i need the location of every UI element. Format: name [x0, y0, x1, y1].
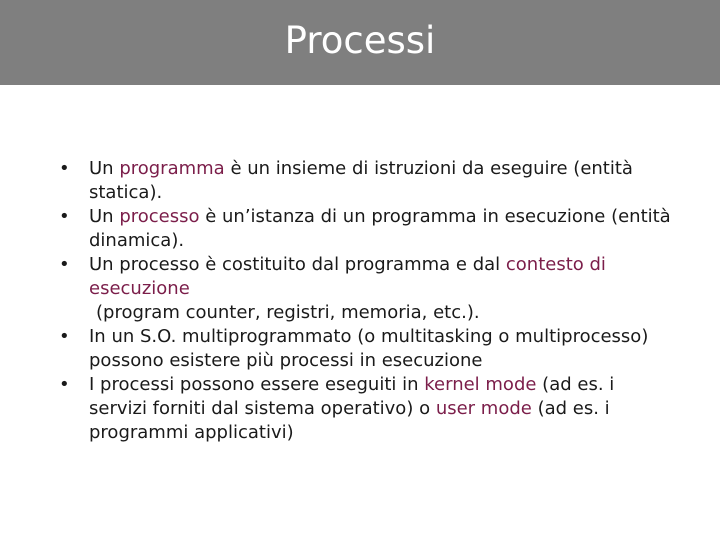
- bullet-text: è un’istanza di un programma in esecuzione (entità dinamica).: [89, 206, 671, 251]
- term-contesto-di-esecuzione: contesto di esecuzione: [89, 254, 606, 299]
- bullet-icon: •: [59, 254, 70, 275]
- bullet-text: Un: [89, 206, 120, 227]
- bullet-item-modes: [54, 373, 674, 445]
- bullet-text: Un processo è costituito dal programma e dal: [89, 254, 506, 275]
- term-processo: processo: [119, 206, 200, 227]
- bullet-subline: (program counter, registri, memoria, etc.).: [96, 302, 480, 323]
- bullet-text: è un insieme di istruzioni da eseguire (entità statica).: [89, 158, 633, 203]
- bullet-item-multiprogrammato: [54, 325, 674, 373]
- slide-title: Processi: [284, 19, 436, 62]
- bullet-icon: •: [59, 206, 70, 227]
- bullet-item-programma: [54, 157, 674, 205]
- slide-content: [54, 157, 674, 445]
- bullet-text: Un: [89, 158, 120, 179]
- bullet-text: I processi possono essere eseguiti in: [89, 374, 425, 395]
- term-kernel-mode: kernel mode: [424, 374, 537, 395]
- bullet-text: (ad es. i servizi forniti dal sistema operativo) o: [89, 374, 615, 419]
- bullet-text: (ad es. i programmi applicativi): [89, 398, 610, 443]
- bullet-text: In un S.O. multiprogrammato (o multitasking o multiprocesso) possono esistere più processi in esecuzione: [89, 326, 649, 371]
- bullet-icon: •: [59, 326, 70, 347]
- title-bar: [0, 0, 720, 85]
- bullet-icon: •: [59, 374, 70, 395]
- term-user-mode: user mode: [435, 398, 532, 419]
- bullet-item-contesto: [54, 253, 674, 325]
- bullet-item-processo: [54, 205, 674, 253]
- term-programma: programma: [119, 158, 225, 179]
- bullet-list: [54, 157, 674, 445]
- bullet-icon: •: [59, 158, 70, 179]
